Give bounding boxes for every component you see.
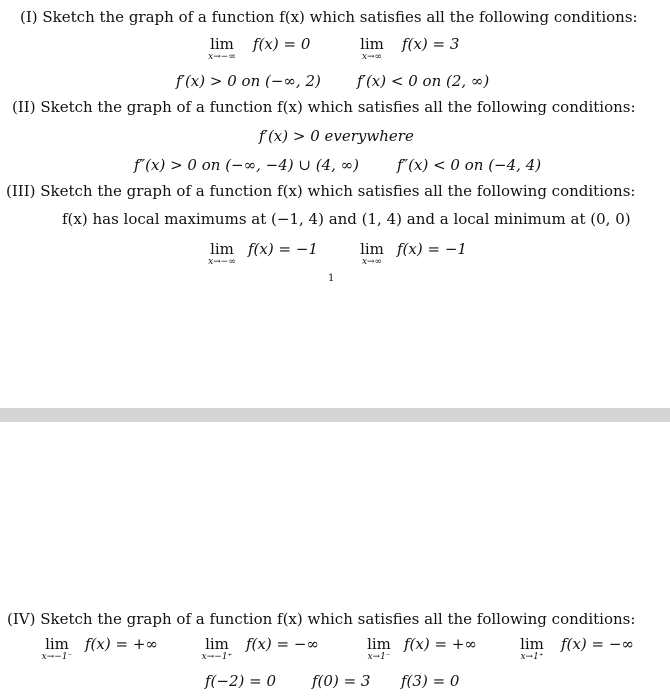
lim-subscript: x→−1⁻ (41, 652, 73, 662)
lim-word: lim (205, 635, 229, 653)
page-divider (0, 408, 670, 422)
lim-word: lim (367, 635, 391, 653)
lim-subscript: x→−∞ (208, 52, 236, 62)
part4-limit-4-operator (510, 636, 554, 662)
part3-heading: (III) Sketch the graph of a function f(x) which satisfies all the following conditions: (6, 182, 636, 200)
page-number: 1 (328, 273, 335, 284)
part4-value-1: f(−2) = 0 (205, 672, 277, 690)
lim-subscript: x→1⁺ (520, 652, 544, 662)
part1-limit-2-operator (350, 36, 394, 62)
lim-word: lim (520, 635, 544, 653)
part4-limit-1-expr: f(x) = +∞ (85, 635, 158, 653)
part2-first-derivative: f′(x) > 0 everywhere (259, 127, 414, 145)
part1-limit-1-operator (200, 36, 244, 62)
part4-heading: (IV) Sketch the graph of a function f(x) which satisfies all the following conditions: (7, 610, 636, 628)
lim-subscript: x→∞ (361, 52, 383, 62)
part1-derivative-negative: f′(x) < 0 on (2, ∞) (357, 72, 490, 90)
part4-limit-3-operator (357, 636, 401, 662)
lim-subscript: x→−∞ (208, 257, 236, 267)
part3-limit-2-operator (350, 241, 394, 267)
lim-word: lim (360, 240, 384, 258)
part4-limit-4-expr: f(x) = −∞ (561, 635, 634, 653)
part1-limit-1-expr: f(x) = 0 (253, 35, 311, 53)
lim-subscript: x→−1⁺ (201, 652, 233, 662)
part1-limit-2-expr: f(x) = 3 (402, 35, 460, 53)
lim-word: lim (45, 635, 69, 653)
lim-word: lim (210, 240, 234, 258)
part2-second-derivative-positive: f″(x) > 0 on (−∞, −4) ∪ (4, ∞) (134, 156, 359, 174)
part3-limit-2-expr: f(x) = −1 (397, 240, 467, 258)
lim-subscript: x→1⁻ (367, 652, 391, 662)
lim-word: lim (360, 35, 384, 53)
part3-limit-1-expr: f(x) = −1 (248, 240, 318, 258)
part4-limit-3-expr: f(x) = +∞ (404, 635, 477, 653)
part1-derivative-positive: f′(x) > 0 on (−∞, 2) (176, 72, 321, 90)
lim-subscript: x→∞ (361, 257, 383, 267)
part3-extrema: f(x) has local maximums at (−1, 4) and (1, 4) and a local minimum at (0, 0) (62, 210, 631, 228)
part1-heading: (I) Sketch the graph of a function f(x) which satisfies all the following conditions: (20, 8, 638, 26)
part4-limit-2-operator (192, 636, 242, 662)
part4-limit-1-operator (32, 636, 82, 662)
part4-value-2: f(0) = 3 (312, 672, 371, 690)
part4-limit-2-expr: f(x) = −∞ (246, 635, 319, 653)
part2-second-derivative-negative: f″(x) < 0 on (−4, 4) (397, 156, 542, 174)
part2-heading: (II) Sketch the graph of a function f(x) which satisfies all the following conditions: (12, 98, 636, 116)
part4-value-3: f(3) = 0 (401, 672, 460, 690)
lim-word: lim (210, 35, 234, 53)
part3-limit-1-operator (200, 241, 244, 267)
